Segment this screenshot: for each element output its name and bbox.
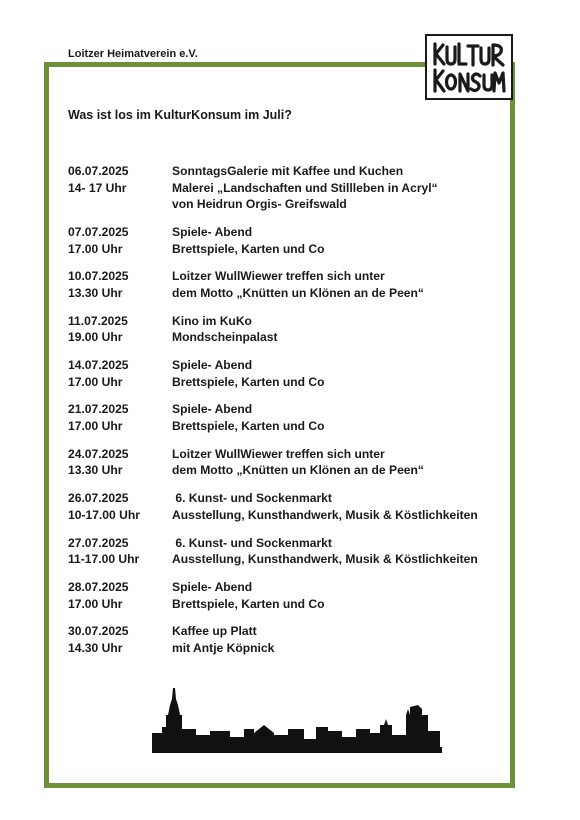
event-date: 27.07.2025 — [68, 535, 129, 550]
event-description-line: Kino im KuKo — [172, 313, 252, 328]
event-description-line: Spiele- Abend — [172, 224, 253, 239]
event-date: 24.07.2025 — [68, 446, 129, 461]
event-description-line: Spiele- Abend — [172, 579, 253, 594]
event-date: 06.07.2025 — [68, 164, 129, 178]
event-time: 19.00 Uhr — [68, 330, 123, 345]
event-list — [68, 163, 508, 668]
event-item — [68, 623, 508, 656]
town-skyline-silhouette — [152, 685, 442, 753]
event-description-line: Spiele- Abend — [172, 358, 253, 373]
event-time: 11-17.00 Uhr — [68, 552, 140, 567]
event-description-line: 6. Kunst- und Sockenmarkt — [172, 491, 332, 506]
event-description-line: dem Motto „Knütten un Klönen an de Peen“ — [172, 285, 424, 300]
event-date: 28.07.2025 — [68, 579, 129, 594]
event-date: 26.07.2025 — [68, 491, 129, 506]
event-description-line: Brettspiele, Karten und Co — [172, 241, 325, 256]
event-time: 10-17.00 Uhr — [68, 507, 140, 522]
page-heading: Was ist los im KulturKonsum im Juli? — [68, 108, 292, 122]
event-time: 17.00 Uhr — [68, 241, 123, 256]
event-date: 14.07.2025 — [68, 358, 129, 373]
event-item — [68, 313, 508, 346]
event-description-line: Malerei „Landschaften und Stillleben in Acryl“ — [172, 180, 438, 195]
event-item — [68, 446, 508, 479]
event-item — [68, 357, 508, 390]
event-time: 14- 17 Uhr — [68, 180, 127, 195]
event-description-line: mit Antje Köpnick — [172, 640, 275, 655]
event-time: 13.30 Uhr — [68, 285, 123, 300]
event-description-line: Brettspiele, Karten und Co — [172, 596, 325, 611]
event-item — [68, 224, 508, 257]
event-date: 11.07.2025 — [68, 313, 128, 328]
event-date: 30.07.2025 — [68, 624, 129, 639]
event-description-line: Ausstellung, Kunsthandwerk, Musik & Köstlichkeiten — [172, 507, 478, 522]
event-description-line: Ausstellung, Kunsthandwerk, Musik & Köstlichkeiten — [172, 552, 478, 567]
event-item — [68, 579, 508, 612]
kulturkonsum-logo — [425, 34, 513, 100]
event-item — [68, 535, 508, 568]
event-item — [68, 401, 508, 434]
event-item — [68, 490, 508, 523]
event-description-line: von Heidrun Orgis- Greifswald — [172, 197, 347, 212]
event-item — [68, 163, 508, 213]
event-description-line: Loitzer WullWiewer treffen sich unter — [172, 269, 385, 284]
logo-lettering — [430, 39, 508, 95]
event-item — [68, 268, 508, 301]
event-description-line: Spiele- Abend — [172, 402, 253, 417]
event-time: 17.00 Uhr — [68, 419, 123, 434]
event-time: 17.00 Uhr — [68, 596, 123, 611]
event-description-line: Kaffee up Platt — [172, 624, 257, 639]
event-description-line: SonntagsGalerie mit Kaffee und Kuchen — [172, 164, 404, 178]
organization-name: Loitzer Heimatverein e.V. — [68, 48, 198, 60]
event-description-line: Brettspiele, Karten und Co — [172, 419, 325, 434]
event-description-line: 6. Kunst- und Sockenmarkt — [172, 535, 332, 550]
event-time: 14.30 Uhr — [68, 640, 123, 655]
event-description-line: dem Motto „Knütten un Klönen an de Peen“ — [172, 463, 424, 478]
event-description-line: Brettspiele, Karten und Co — [172, 374, 325, 389]
event-description-line: Loitzer WullWiewer treffen sich unter — [172, 446, 385, 461]
event-date: 10.07.2025 — [68, 269, 129, 284]
event-description-line: Mondscheinpalast — [172, 330, 278, 345]
event-time: 17.00 Uhr — [68, 374, 123, 389]
event-date: 07.07.2025 — [68, 224, 129, 239]
event-date: 21.07.2025 — [68, 402, 129, 417]
event-time: 13.30 Uhr — [68, 463, 123, 478]
